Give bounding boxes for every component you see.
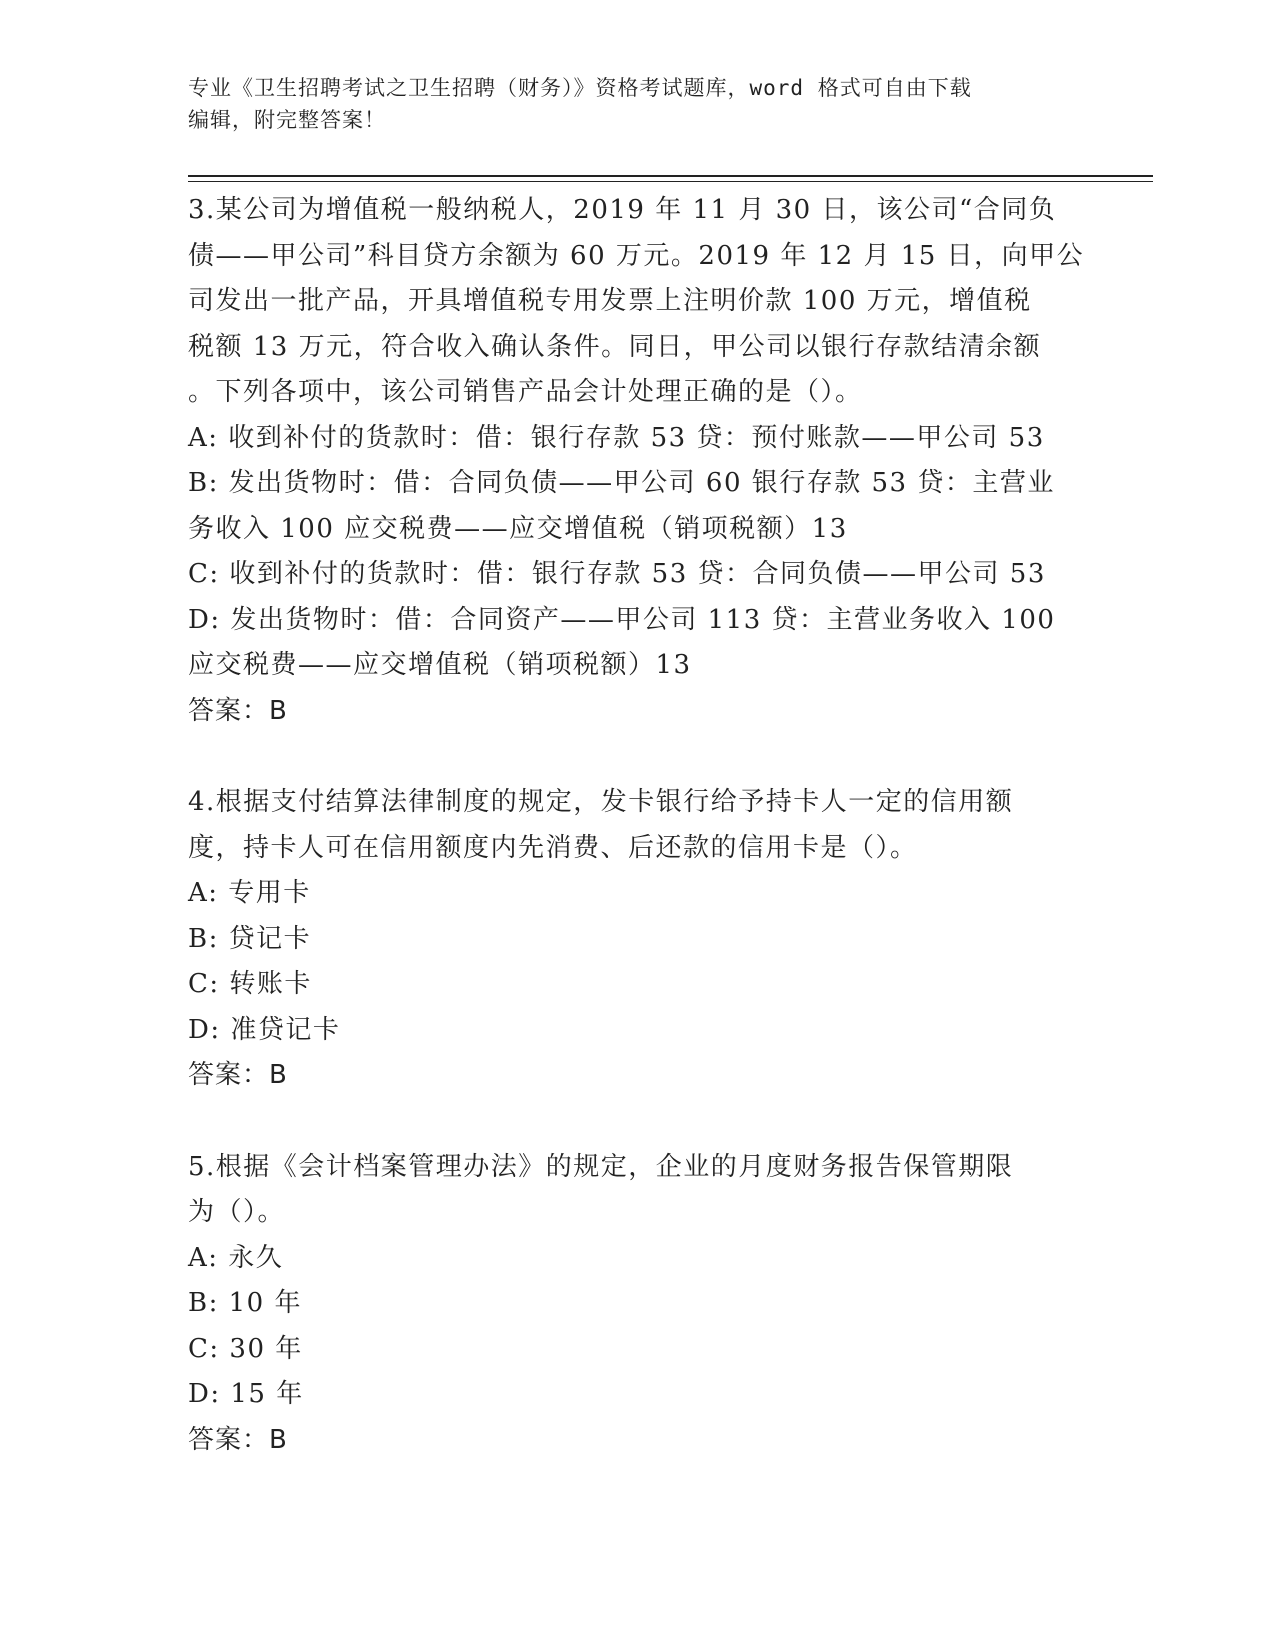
question-3-stem-line-1: 3.某公司为增值税一般纳税人，2019 年 11 月 30 日，该公司“合同负	[188, 195, 1057, 225]
question-4-stem-line-2: 度，持卡人可在信用额度内先消费、后还款的信用卡是（）。	[188, 832, 918, 863]
header-divider-thick	[188, 175, 1153, 177]
question-5-option-c: C: 30 年	[188, 1333, 303, 1364]
question-5-option-a: A: 永久	[188, 1242, 284, 1273]
question-5	[188, 1145, 1148, 1464]
question-3-stem-line-3: 司发出一批产品，开具增值税专用发票上注明价款 100 万元，增值税	[188, 286, 1032, 316]
question-4-option-c: C: 转账卡	[188, 969, 312, 999]
question-3-option-d-line-1: D: 发出货物时：借：合同资产——甲公司 113 贷：主营业务收入 100	[188, 604, 1056, 635]
document-header	[188, 72, 1088, 136]
question-4-stem-line-1: 4.根据支付结算法律制度的规定，发卡银行给予持卡人一定的信用额	[188, 787, 1014, 817]
question-4-option-a: A: 专用卡	[188, 878, 311, 908]
question-list	[188, 188, 1148, 1509]
question-5-stem-line-2: 为（）。	[188, 1197, 286, 1227]
question-3-option-d-line-2: 应交税费——应交增值税（销项税额）13	[188, 650, 692, 680]
question-4-option-d: D: 准贷记卡	[188, 1014, 341, 1045]
question-4-option-b: B: 贷记卡	[188, 923, 312, 954]
question-4-answer: 答案：B	[188, 1060, 288, 1090]
question-3-option-a: A: 收到补付的货款时：借：银行存款 53 贷：预付账款——甲公司 53	[188, 422, 1045, 453]
question-3-option-c: C: 收到补付的货款时：借：银行存款 53 贷：合同负债——甲公司 53	[188, 559, 1046, 589]
question-3-answer: 答案：B	[188, 695, 288, 726]
question-5-option-d: D: 15 年	[188, 1379, 304, 1409]
question-3-stem-line-5: 。下列各项中，该公司销售产品会计处理正确的是（）。	[188, 377, 863, 407]
question-3-stem-line-2: 债——甲公司”科目贷方余额为 60 万元。2019 年 12 月 15 日，向甲公	[188, 240, 1085, 271]
question-3	[188, 188, 1148, 734]
question-5-stem-line-1: 5.根据《会计档案管理办法》的规定，企业的月度财务报告保管期限	[188, 1151, 1014, 1182]
question-3-option-b-line-1: B: 发出货物时：借：合同负债——甲公司 60 银行存款 53 贷：主营业	[188, 468, 1055, 498]
question-3-option-b-line-2: 务收入 100 应交税费——应交增值税（销项税额）13	[188, 513, 848, 544]
question-5-answer: 答案：B	[188, 1424, 288, 1455]
header-line-1: 专业《卫生招聘考试之卫生招聘（财务）》资格考试题库，word 格式可自由下载	[188, 76, 972, 100]
question-3-stem-line-4: 税额 13 万元，符合收入确认条件。同日，甲公司以银行存款结清余额	[188, 331, 1042, 362]
question-4	[188, 780, 1148, 1099]
header-divider-thin	[188, 181, 1153, 182]
header-line-2: 编辑，附完整答案！	[188, 108, 386, 132]
question-5-option-b: B: 10 年	[188, 1288, 302, 1318]
